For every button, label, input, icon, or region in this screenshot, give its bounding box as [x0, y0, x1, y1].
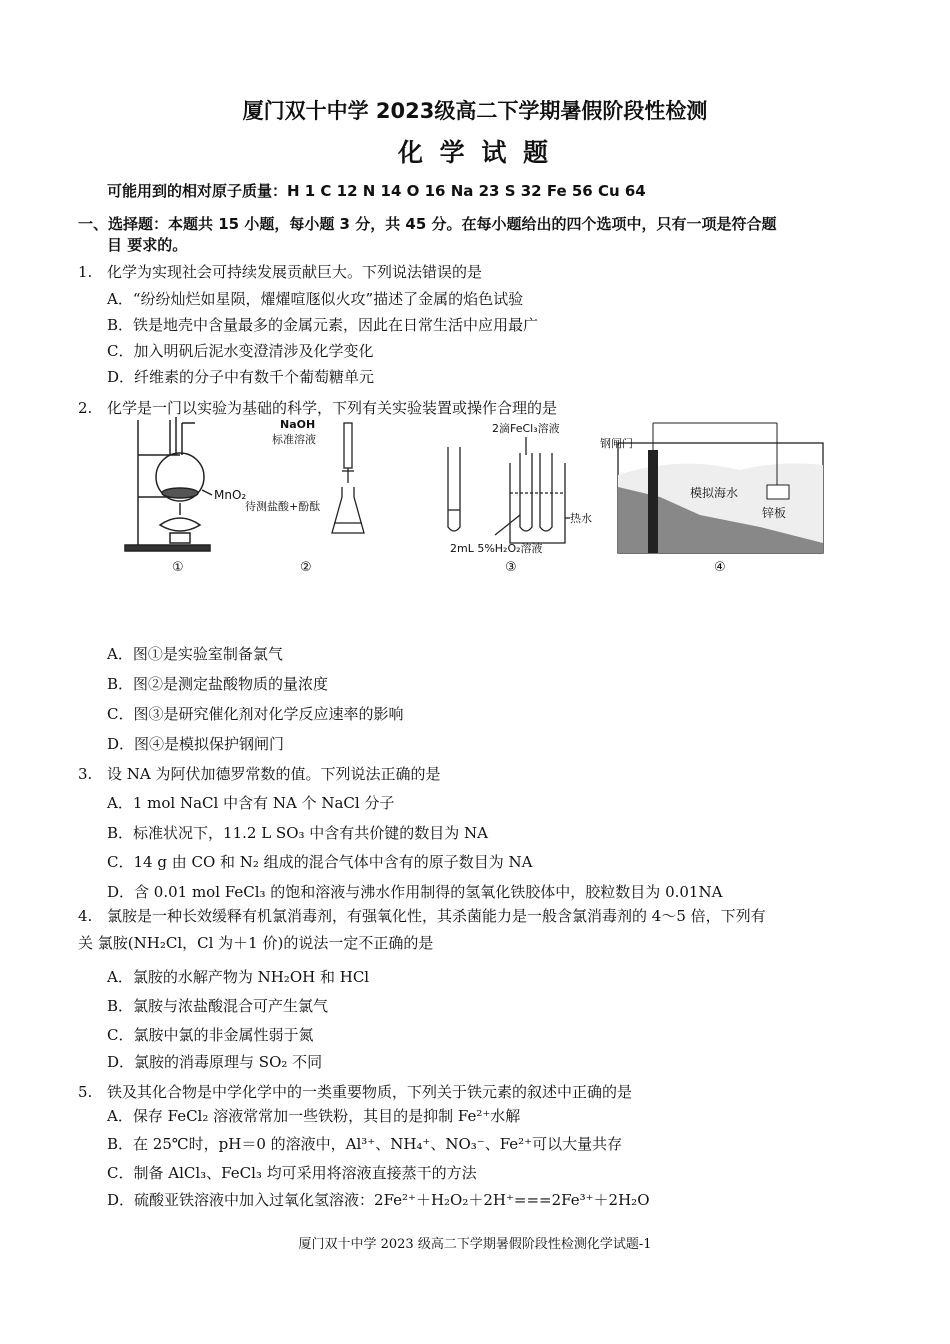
label-hot-water: 热水: [570, 512, 592, 525]
section-heading-line2: 目 要求的。: [107, 236, 188, 254]
q3-option-a: A．1 mol NaCl 中含有 NA 个 NaCl 分子: [107, 794, 395, 812]
q3-option-c: C．14 g 由 CO 和 N₂ 组成的混合气体中含有的原子数目为 NA: [107, 853, 533, 871]
label-fecl3: 2滴FeCl₃溶液: [492, 422, 560, 435]
q5-stem: 铁及其化合物是中学化学中的一类重要物质，下列关于铁元素的叙述中正确的是: [107, 1083, 633, 1101]
q2-stem: 化学是一门以实验为基础的科学，下列有关实验装置或操作合理的是: [107, 399, 558, 417]
label-fig3: ③: [505, 560, 517, 575]
q2-option-c: C．图③是研究催化剂对化学反应速率的影响: [107, 705, 404, 723]
label-fig4: ④: [714, 560, 726, 575]
figure-1-apparatus: [125, 417, 212, 551]
q2-apparatus-figure: [120, 415, 830, 580]
q2-number: 2.: [78, 399, 93, 417]
q1-number: 1.: [78, 263, 93, 281]
q4-stem-line1: 氯胺是一种长效缓释有机氯消毒剂，有强氧化性，其杀菌能力是一般含氯消毒剂的 4～5 倍，下列有: [107, 907, 766, 925]
label-h2o2: 2mL 5%H₂O₂溶液: [450, 542, 543, 555]
label-mno2: MnO₂: [214, 488, 247, 502]
q3-stem: 设 NA 为阿伏加德罗常数的值。下列说法正确的是: [107, 765, 441, 783]
q4-number: 4.: [78, 907, 93, 925]
q4-option-c: C．氯胺中氯的非金属性弱于氮: [107, 1026, 314, 1044]
q5-option-d: D．硫酸亚铁溶液中加入过氧化氢溶液：2Fe²⁺＋H₂O₂＋2H⁺===2Fe³⁺＋2H₂O: [107, 1191, 650, 1209]
q2-option-b: B．图②是测定盐酸物质的量浓度: [107, 675, 329, 693]
q3-option-d: D．含 0.01 mol FeCl₃ 的饱和溶液与沸水作用制得的氢氧化铁胶体中，胶粒数目为 0.01NA: [107, 883, 723, 901]
exam-title: 厦门双十中学 2023级高二下学期暑假阶段性检测: [242, 99, 708, 123]
q4-option-d: D．氯胺的消毒原理与 SO₂ 不同: [107, 1053, 323, 1071]
q3-option-b: B．标准状况下，11.2 L SO₃ 中含有共价键的数目为 NA: [107, 824, 489, 842]
q1-stem: 化学为实现社会可持续发展贡献巨大。下列说法错误的是: [107, 263, 483, 281]
label-naoh: NaOH: [280, 418, 316, 431]
q2-option-d: D．图④是模拟保护钢闸门: [107, 735, 285, 753]
page-footer: 厦门双十中学 2023 级高二下学期暑假阶段性检测化学试题-1: [298, 1237, 652, 1252]
label-naoh-standard: 标准溶液: [272, 433, 316, 446]
q5-option-b: B．在 25℃时，pH＝0 的溶液中，Al³⁺、NH₄⁺、NO₃⁻、Fe²⁺可以大量共存: [107, 1135, 623, 1153]
label-sea-water: 模拟海水: [690, 486, 739, 500]
q1-option-d: D．纤维素的分子中有数千个葡萄糖单元: [107, 368, 375, 386]
q5-option-c: C．制备 AlCl₃、FeCl₃ 均可采用将溶液直接蒸干的方法: [107, 1164, 477, 1182]
label-zinc-plate: 锌板: [762, 506, 787, 520]
label-acid-phenolphthalein: 待测盐酸+酚酞: [245, 500, 321, 513]
q1-option-c: C．加入明矾后泥水变澄清涉及化学变化: [107, 342, 374, 360]
exam-subtitle: 化 学 试 题: [397, 138, 553, 167]
q1-option-a: A．“纷纷灿烂如星陨，燿燿喧豗似火攻”描述了金属的焰色试验: [107, 290, 524, 308]
q2-option-a: A．图①是实验室制备氯气: [107, 645, 283, 663]
q3-number: 3.: [78, 765, 93, 783]
q4-option-a: A．氯胺的水解产物为 NH₂OH 和 HCl: [107, 968, 370, 986]
label-steel-gate: 钢闸门: [600, 437, 633, 450]
label-fig2: ②: [300, 560, 312, 575]
atomic-masses: 可能用到的相对原子质量：H 1 C 12 N 14 O 16 Na 23 S 32 Fe 56 Cu 64: [107, 182, 646, 200]
figure-2-burette-flask: [332, 423, 364, 533]
label-fig1: ①: [172, 560, 184, 575]
figure-3-test-tubes: [448, 437, 570, 543]
q5-number: 5.: [78, 1083, 93, 1101]
q4-stem-line2: 关 氯胺(NH₂Cl，Cl 为＋1 价)的说法一定不正确的是: [78, 934, 434, 952]
q5-option-a: A．保存 FeCl₂ 溶液常常加一些铁粉，其目的是抑制 Fe²⁺水解: [107, 1107, 521, 1125]
q4-option-b: B．氯胺与浓盐酸混合可产生氯气: [107, 997, 329, 1015]
section-heading-line1: 一、选择题：本题共 15 小题，每小题 3 分，共 45 分。在每小题给出的四个选项中，只有一项是符合题: [78, 215, 777, 233]
q1-option-b: B．铁是地壳中含量最多的金属元素，因此在日常生活中应用最广: [107, 316, 539, 334]
